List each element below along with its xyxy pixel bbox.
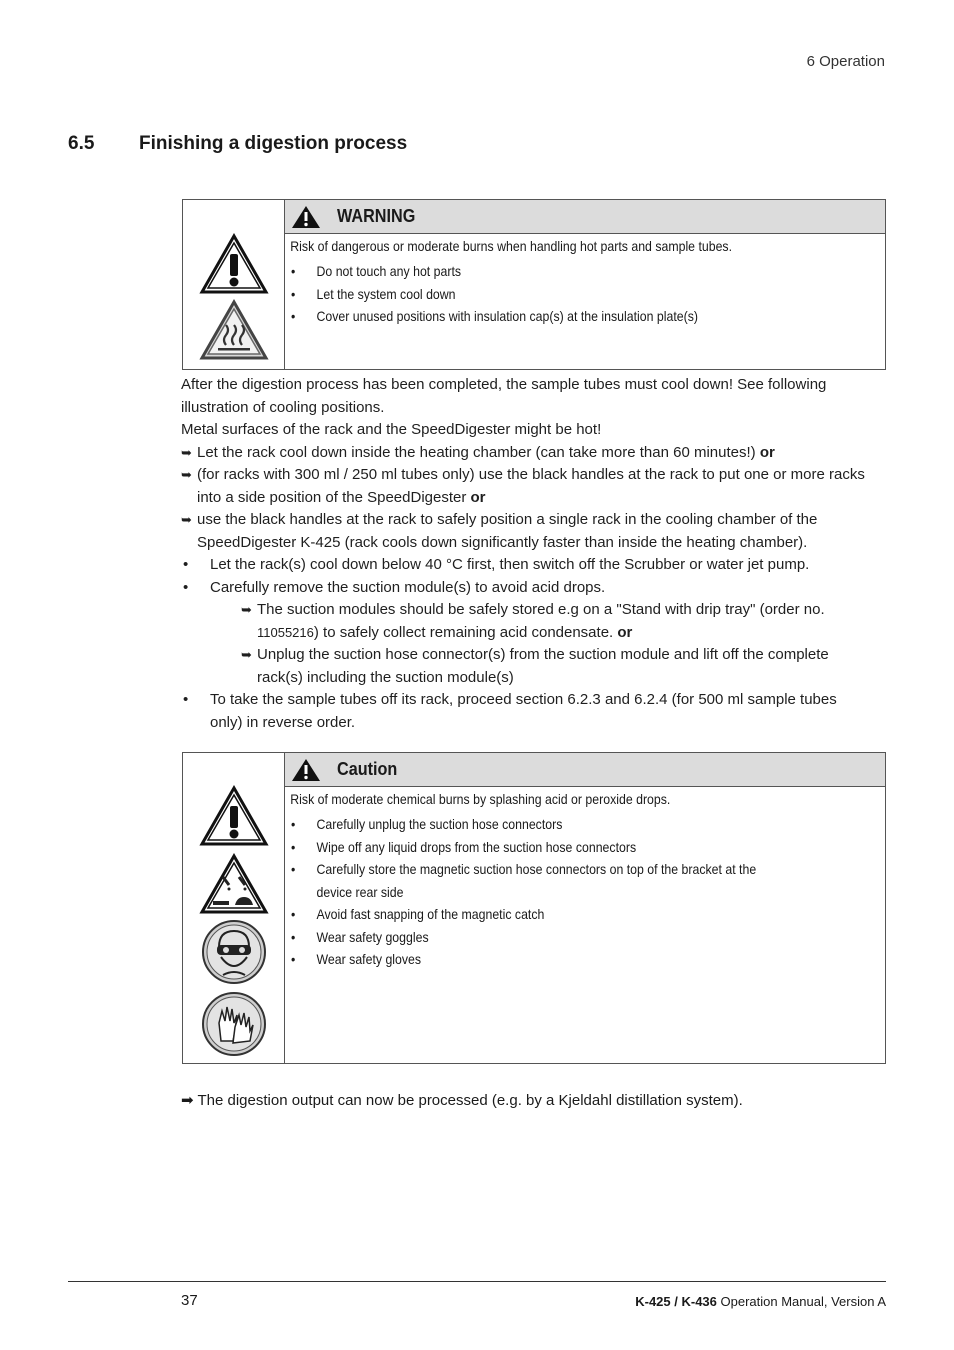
wear-gloves-icon [201,991,267,1057]
warning-title: WARNING [337,206,416,226]
caution-triangle-icon [291,758,321,782]
step-item: ➥ (for racks with 300 ml / 250 ml tubes only) use the black handles at the rack to put one or more racks into a side position of the SpeedDigester or [181,466,865,506]
warning-title-bar [285,200,885,234]
step-arrow-icon: ➥ [181,512,192,527]
corrosive-substance-icon [199,853,269,915]
warning-triangle-icon [291,205,321,229]
step-arrow-icon: ➥ [181,467,192,482]
caution-icons [183,753,285,1063]
list-item: • Wear safety gloves [291,948,814,971]
body-text [181,374,871,734]
caution-title: Caution [337,759,398,779]
warning-box [182,199,886,370]
step-item: ➥ use the black handles at the rack to safely position a single rack in the cooling chamber of the SpeedDigester K-425 (rack cools down significantly faster than inside the heating chamber). [181,511,818,551]
step-arrow-icon: ➥ [241,602,252,617]
warning-lead: Risk of dangerous or moderate burns when handling hot parts and sample tubes. [290,238,733,254]
list-item: • Let the system cool down [291,283,814,306]
bullet-item: • To take the sample tubes off its rack, proceed section 6.2.3 and 6.2.4 (for 500 ml sample tubes only) in reverse order. [183,691,837,731]
list-item: • Carefully store the magnetic suction hose connectors on top of the bracket at the [291,858,814,881]
chapter-header: 6 Operation [806,53,885,70]
warning-icons [183,200,285,369]
list-item: • Carefully unplug the suction hose connectors [291,813,814,836]
list-item-continuation: device rear side [316,883,404,900]
footer-title: K-425 / K-436 Operation Manual, Version A [635,1294,886,1309]
general-warning-icon [199,233,269,295]
result-arrow-icon: ➡ [181,1092,194,1109]
caution-box [182,752,886,1064]
footer-model: K-425 / K-436 [635,1294,717,1309]
caution-content [285,753,885,1063]
warning-list [285,260,885,328]
paragraph: After the digestion process has been completed, the sample tubes must cool down! See following illustration of cooling positions. [181,376,827,416]
hot-surface-icon [199,299,269,361]
section-heading [68,133,407,155]
list-item: • Cover unused positions with insulation cap(s) at the insulation plate(s) [291,305,814,328]
caution-title-bar [285,753,885,787]
bullet-item: • Let the rack(s) cool down below 40 °C first, then switch off the Scrubber or water jet pump. [183,556,810,573]
list-item: • Do not touch any hot parts [291,260,814,283]
step-item: ➥ Let the rack cool down inside the heating chamber (can take more than 60 minutes!) or [181,442,871,465]
sub-step-item: ➥ The suction modules should be safely stored e.g on a "Stand with drip tray" (order no. 11055216) to safely collect remaining acid condensate. or [241,601,825,641]
section-number: 6.5 [68,133,95,154]
caution-list [285,813,885,971]
paragraph: Metal surfaces of the rack and the SpeedDigester might be hot! [181,421,602,438]
sub-step-item: ➥ Unplug the suction hose connector(s) from the suction module and lift off the complete rack(s) including the suction module(s) [241,646,829,686]
section-title: Finishing a digestion process [139,133,408,154]
footer-rule [68,1281,886,1282]
caution-lead: Risk of moderate chemical burns by splashing acid or peroxide drops. [290,791,671,807]
bullet-item: • Carefully remove the suction module(s) to avoid acid drops. [183,578,606,596]
result-line: ➡ The digestion output can now be processed (e.g. by a Kjeldahl distillation system). [181,1092,743,1109]
list-item: • Wipe off any liquid drops from the suction hose connectors [291,836,814,859]
general-warning-icon [199,785,269,847]
step-arrow-icon: ➥ [241,647,252,662]
page-number: 37 [181,1292,198,1309]
wear-goggles-icon [201,919,267,985]
list-item: • Wear safety goggles [291,926,814,949]
step-arrow-icon: ➥ [181,444,192,460]
list-item: • Avoid fast snapping of the magnetic catch [291,903,814,926]
warning-content [285,200,885,369]
